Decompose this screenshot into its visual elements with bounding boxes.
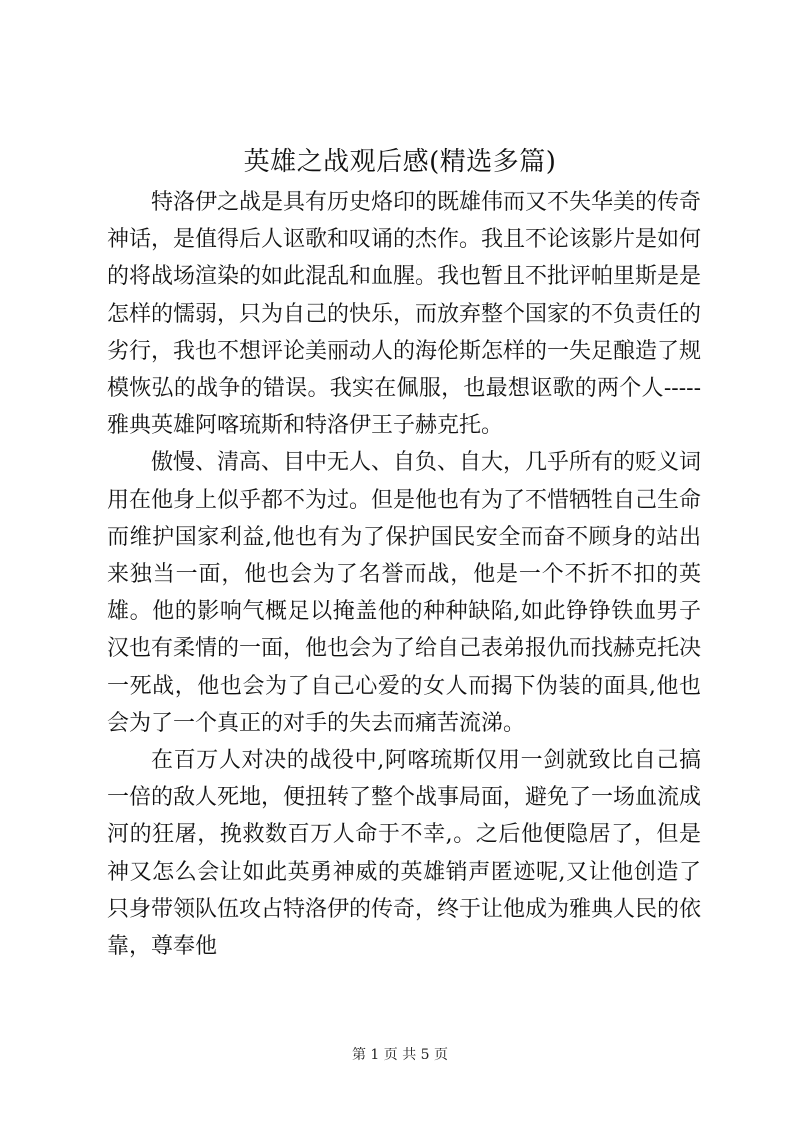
paragraph-3: 在百万人对决的战役中,阿喀琉斯仅用一剑就致比自己搞一倍的敌人死地，便扭转了整个战事局面，避免了一场血流成河的狂屠，挽救数百万人命于不幸,。之后他便隐居了，但是神又怎么会让如此英勇神威的英雄销声匿迹呢,又让他创造了只身带领队伍攻占特洛伊的传奇，终于让他成为雅典人民的依靠，尊奉他 xyxy=(107,748,702,960)
paragraph-2: 傲慢、清高、目中无人、自负、自大，几乎所有的贬义词用在他身上似乎都不为过。但是他也有为了不惜牺牲自己生命而维护国家利益,他也有为了保护国民安全而奋不顾身的站出来独当一面，他也会为了名誉而战，他是一个不折不扣的英雄。他的影响气概足以掩盖他的种种缺陷,如此铮铮铁血男子汉也有柔情的一面，他也会为了给自己表弟报仇而找赫克托决一死战，他也会为了自己心爱的女人而揭下伪装的面具,他也会为了一个真正的对手的失去而痛苦流涕。 xyxy=(107,450,702,736)
document-body xyxy=(107,184,701,965)
paragraph-1: 特洛伊之战是具有历史烙印的既雄伟而又不失华美的传奇神话，是值得后人讴歌和叹诵的杰作。我且不论该影片是如何的将战场渲染的如此混乱和血腥。我也暂且不批评帕里斯是是怎样的懦弱，只为自己的快乐，而放弃整个国家的不负责任的劣行，我也不想评论美丽动人的海伦斯怎样的一失足酿造了规模恢弘的战争的错误。我实在佩服，也最想讴歌的两个人-----雅典英雄阿喀琉斯和特洛伊王子赫克托。 xyxy=(107,190,702,439)
document-title: 英雄之战观后感(精选多篇) xyxy=(243,147,557,177)
page-footer: 第 1 页 共 5 页 xyxy=(351,1047,449,1063)
